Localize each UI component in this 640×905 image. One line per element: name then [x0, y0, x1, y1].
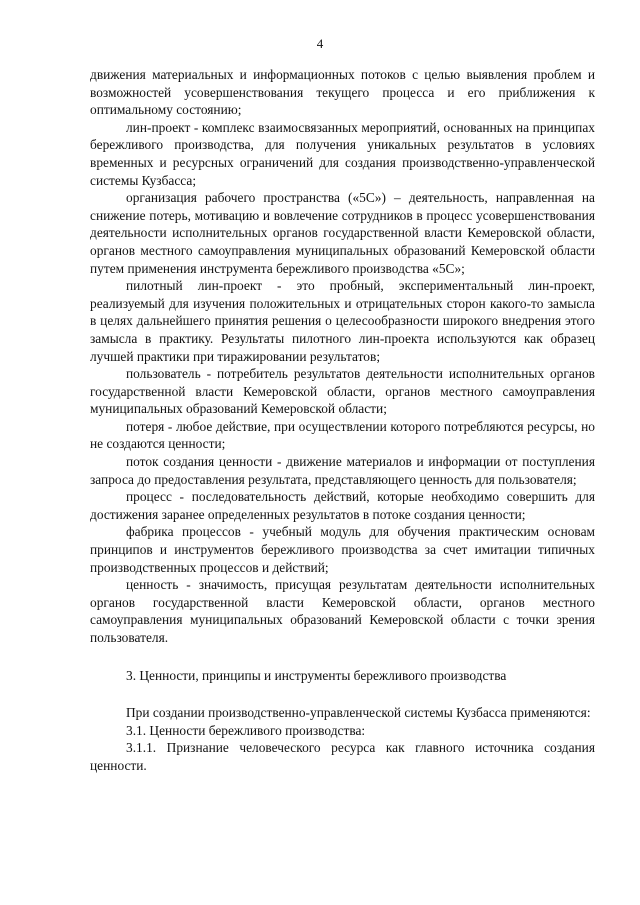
paragraph-continuation: движения материальных и информационных потоков с целью выявления проблем и возможностей усовершенствования текущего процесса и его приближения к оптимальному состоянию; — [90, 67, 595, 118]
definition-lean-project: лин-проект - комплекс взаимосвязанных мероприятий, основанных на принципах бережливого производства, для получения уникальных результатов в условиях временных и ресурсных ограничений для создания производственно-управленческой системы Кузбасса; — [90, 119, 595, 188]
definition-value: ценность - значимость, присущая результатам деятельности исполнительных органов государственной власти Кемеровской области, органов местного самоуправления муниципальных образований Кемеровской области с точки зрения пользователя. — [90, 577, 595, 645]
subsection-item: 3.1.1. Признание человеческого ресурса как главного источника создания ценности. — [90, 740, 595, 773]
definition-user: пользователь - потребитель результатов деятельности исполнительных органов государственной власти Кемеровской области, органов местного самоуправления муниципальных образований Кемеровской области; — [90, 366, 595, 417]
definition-process: процесс - последовательность действий, которые необходимо совершить для достижения заранее определенных результатов в потоке создания ценности; — [90, 489, 595, 522]
page-number: 4 — [316, 36, 324, 51]
definition-process-factory: фабрика процессов - учебный модуль для обучения практическим основам принципов и инструментов бережливого производства за счет имитации типичных производственных процессов и действий; — [90, 524, 595, 575]
definition-value-stream: поток создания ценности - движение материалов и информации от поступления запроса до предоставления результата, представляющего ценность для пользователя; — [90, 454, 595, 487]
subsection-heading: 3.1. Ценности бережливого производства: — [126, 722, 366, 738]
section-heading: 3. Ценности, принципы и инструменты бережливого производства — [126, 667, 507, 683]
definition-loss: потеря - любое действие, при осуществлении которого потребляются ресурсы, но не создаются ценности; — [90, 418, 595, 452]
document-body — [90, 66, 595, 775]
definition-pilot-lean-project: пилотный лин-проект - это пробный, экспериментальный лин-проект, реализуемый для изучения положительных и отрицательных сторон какого-то замысла в целях дальнейшего принятия решения о целесообразности широкого внедрения этого замысла в практику. Результаты пилотного лин-проекта используются как образец лучшей практики при тиражировании результатов; — [90, 278, 595, 364]
definition-5s-workspace: организация рабочего пространства («5С») – деятельность, направленная на снижение потерь, мотивацию и вовлечение сотрудников в процесс усовершенствования деятельности исполнительных органов государственной власти Кемеровской области, органов местного самоуправления муниципальных образований Кемеровской области путем применения инструмента бережливого производства «5С»; — [90, 190, 595, 276]
section-intro: При создании производственно-управленческой системы Кузбасса применяются: — [126, 705, 591, 721]
